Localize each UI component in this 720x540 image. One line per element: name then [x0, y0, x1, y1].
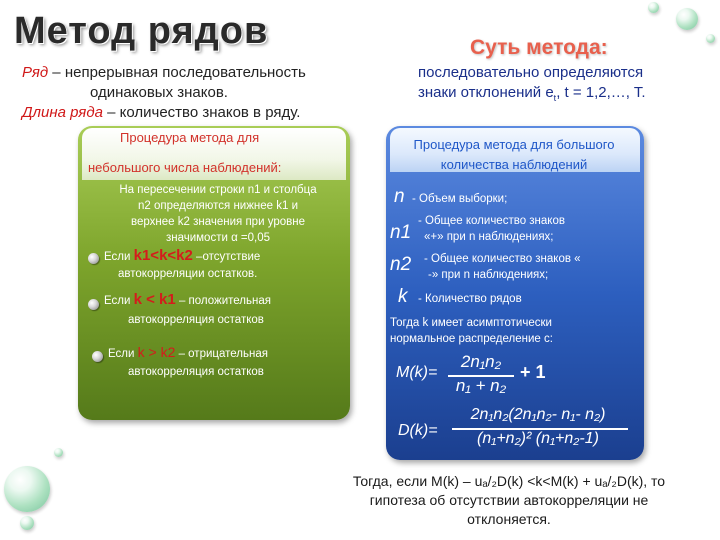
case-no-autocorrelation-line2: автокорреляции остатков. [118, 268, 258, 280]
case-condition: k1<k<k2 [133, 247, 193, 264]
n2-description-line1: - Общее количество знаков « [424, 253, 581, 265]
droplet-decoration-icon [54, 448, 63, 457]
n-description: - Объем выборки; [412, 193, 508, 205]
n2-description-line2: -» при n наблюдениях; [428, 269, 549, 281]
case-negative-autocorrelation [108, 344, 268, 362]
bullet-icon [88, 253, 99, 264]
length-term: Длина ряда [22, 104, 103, 121]
mk-numerator: 2n₁n₂ [460, 352, 502, 371]
series-definition-line2: одинаковых знаков. [90, 84, 228, 101]
intro-line: верхнее k2 значения при уровне [131, 216, 305, 228]
dk-label: D(k)= [398, 422, 438, 439]
k-description: - Количество рядов [418, 293, 522, 305]
small-sample-intro [88, 182, 348, 246]
distribution-note-line2: нормальное распределение с: [390, 333, 553, 345]
intro-line: На пересечении строки n1 и столбца [119, 184, 317, 196]
conclusion-line: отклоняется. [467, 511, 551, 527]
series-term: Ряд [22, 64, 49, 81]
case-text: –отсутствие [192, 251, 261, 263]
n1-symbol: n1 [390, 222, 412, 243]
bullet-icon [88, 299, 99, 310]
series-definition-line1 [22, 64, 306, 81]
large-sample-header-line1: Процедура метода для большого [413, 137, 615, 152]
case-negative-autocorrelation-line2: автокорреляция остатков [128, 366, 264, 378]
case-no-autocorrelation [104, 248, 260, 265]
droplet-decoration-icon [676, 8, 698, 30]
dk-numerator: 2n₁n₂(2n₁n₂- n₁- n₂) [470, 406, 606, 423]
droplet-decoration-icon [706, 34, 715, 43]
intro-line: n2 определяются нижнее k1 и [137, 200, 299, 212]
conclusion-line: гипотеза об отсутствии автокорреляции не [369, 492, 649, 508]
n-symbol: n [394, 186, 405, 207]
mk-tail: + 1 [520, 362, 546, 382]
case-prefix: Если [104, 295, 134, 307]
essence-line2 [418, 84, 646, 103]
essence-heading: Суть метода: [470, 36, 608, 59]
essence-line1: последовательно определяются [418, 64, 644, 81]
length-definition [22, 104, 300, 121]
conclusion-text [300, 472, 718, 529]
large-sample-header-line2: количества наблюдений [440, 157, 588, 172]
droplet-decoration-icon [4, 466, 50, 512]
series-definition-text: – непрерывная последовательность [48, 64, 306, 81]
length-definition-text: – количество знаков в ряду. [102, 104, 301, 121]
case-text: – положительная [175, 295, 271, 307]
essence-line2-sub: t [553, 93, 557, 103]
small-sample-header-line1: Процедура метода для [120, 130, 260, 145]
bullet-icon [92, 351, 103, 362]
case-prefix: Если [104, 251, 134, 263]
n1-description-line1: - Общее количество знаков [418, 215, 565, 227]
case-condition: k < k1 [133, 291, 176, 308]
droplet-decoration-icon [20, 516, 34, 530]
case-text: – отрицательная [175, 348, 268, 360]
mk-denominator: n₁ + n₂ [455, 376, 507, 395]
distribution-note-line1: Тогда k имеет асимптотически [390, 317, 552, 329]
case-positive-autocorrelation [104, 292, 271, 309]
slide-title: Метод рядов [14, 10, 269, 52]
case-condition: k > k2 [137, 344, 176, 360]
n2-symbol: n2 [390, 254, 412, 275]
small-sample-header-line2: небольшого числа наблюдений: [88, 160, 282, 175]
n1-description-line2: «+» при n наблюдениях; [424, 231, 554, 243]
mk-label: M(k)= [396, 364, 438, 381]
case-prefix: Если [108, 348, 138, 360]
essence-line2-tail: , t = 1,2,…, T. [556, 84, 646, 101]
essence-line2-text: знаки отклонений е [418, 84, 554, 101]
dk-denominator: (n₁+n₂)² (n₁+n₂-1) [477, 430, 599, 447]
intro-line: значимости α =0,05 [165, 232, 271, 244]
k-symbol: k [398, 286, 408, 307]
droplet-decoration-icon [648, 2, 659, 13]
case-positive-autocorrelation-line2: автокорреляция остатков [128, 314, 264, 326]
conclusion-line: Тогда, если M(k) – uₐ/₂D(k) <k<M(k) + uₐ/₂D(k), то [352, 473, 666, 489]
